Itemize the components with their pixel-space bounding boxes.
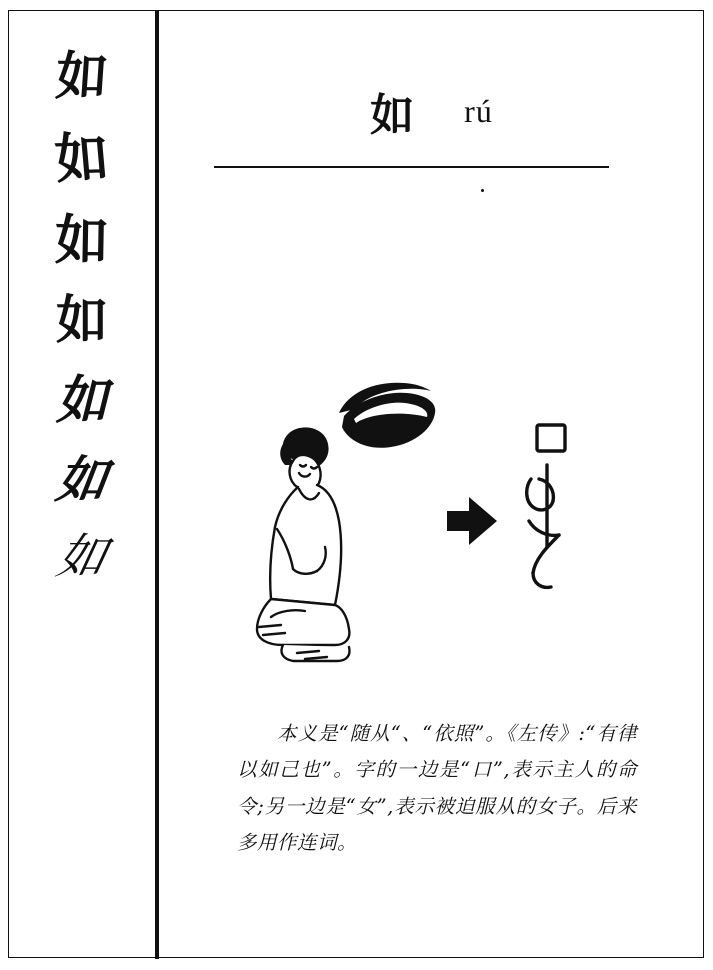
glyph-form-regular: 如 bbox=[55, 370, 108, 431]
glyph-form-running: 如 bbox=[52, 450, 112, 509]
illustration bbox=[159, 361, 704, 681]
gloss-paragraph: 本义是“随从“、“依照”。《左传》:“有律以如己也”。字的一边是“口”,表示主人的命令;另一边是“女”,表示被迫服从的女子。后来多用作连词。 bbox=[237, 722, 637, 854]
header-rule bbox=[214, 166, 609, 168]
glyph-form-oracle-bone: 如 bbox=[53, 46, 111, 107]
kneeling-woman-drawing bbox=[257, 429, 350, 661]
glyph-form-bronze: 如 bbox=[52, 125, 112, 191]
headword-row bbox=[159, 79, 704, 143]
entry-panel bbox=[159, 11, 704, 957]
right-arrow-icon bbox=[447, 497, 497, 545]
glyph-form-seal: 如 bbox=[54, 207, 110, 273]
pinyin: rú bbox=[464, 92, 493, 129]
glyph-form-clerical: 如 bbox=[55, 291, 108, 351]
glyph-form-cursive: 如 bbox=[52, 529, 112, 585]
script-evolution-column bbox=[9, 11, 155, 957]
open-mouth-drawing bbox=[339, 383, 435, 448]
headword: 如 bbox=[370, 90, 415, 141]
ancient-character-form bbox=[527, 425, 565, 587]
illustration-svg bbox=[159, 361, 704, 681]
decorative-dot bbox=[481, 189, 484, 192]
